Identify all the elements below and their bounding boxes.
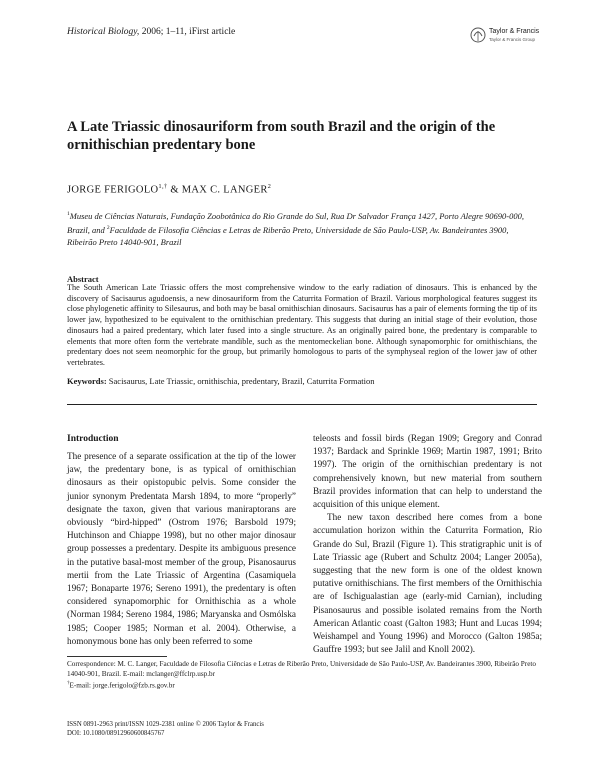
body-column-left [67, 450, 296, 648]
body-paragraph: The new taxon described here comes from a bone accumulation horizon within the Caturrita Formation, Rio Grande do Sul, Brazil (Figure 1). This stratigraphic unit is of Late Triassic age (Rubert and Schultz 2004; Langer 2005a), suggesting that the new form is one of the oldest known putative ornithischians. The first members of the Ornithischia are of Ischigualastian age (early-mid Carnian), including Pisanosaurus and possible isolated remains from the North American Atlantic coast (Galton 1983; Hunt and Lucas 1994; Weishampel and Young 1996) and Morocco (Galton 1985a; Gauffre 1993; but see Jalil and Knoll 2002). [313, 512, 542, 655]
author-affiliation-mark: 1,† [158, 183, 168, 190]
author-connector: & [167, 184, 182, 196]
footnotes [67, 660, 542, 691]
journal-header [67, 27, 235, 37]
issn-line: ISSN 0891-2963 print/ISSN 1029-2381 online © 2006 Taylor & Francis [67, 721, 264, 728]
keywords-label: Keywords: [67, 376, 107, 386]
publisher-logo [470, 24, 550, 50]
email-note [67, 679, 542, 691]
body-paragraph: The presence of a separate ossification at the tip of the lower jaw, the predentary bone, is as typical of ornithischian dinosaurs as their opistopubic pelvis. Some consider the junior synonym Predentata Marsh 1894, to more “properly” designate the taxon, given that various maniraptorans are obviously “bird-hipped” (Ostrom 1976; Barsbold 1979; Hutchinson and Chiappe 1998), but no other major dinosaur group possesses a predentary. Despite its ambiguous presence in the putative basal-most member of the group, Pisanosaurus mertii from the Late Triassic of Argentina (Casamiquela 1967; Bonaparte 1976; Sereno 1991), the predentary is often considered synapomorphic for Ornithischia as a whole (Norman 1984; Sereno 1984, 1986; Maryanska and Osmólska 1985; Cooper 1985; Norman et al. 2004). Otherwise, a homonymous bone has only been referred to some [67, 451, 296, 646]
author-name: MAX C. LANGER [181, 184, 268, 196]
body-paragraph: teleosts and fossil birds (Regan 1909; Gregory and Conrad 1937; Bardack and Sprinkle 1969; Martin 1987, 1991; Brito 1997). The origin of the ornithischian predentary is not comprehensively known, but new material from southern Brazil provides information that can help to understand the acquisition of this unique element. [313, 433, 542, 510]
author-affiliation-mark: 2 [267, 183, 272, 190]
email-text: E-mail: jorge.ferigolo@fzb.rs.gov.br [69, 681, 175, 690]
doi-line: DOI: 10.1080/08912960600845767 [67, 730, 165, 737]
body-column-right [313, 432, 542, 656]
publisher-logo-subtext: Taylor & Francis Group [489, 37, 536, 42]
author-name: JORGE FERIGOLO [67, 184, 159, 196]
journal-name: Historical Biology, [67, 27, 140, 37]
abstract-heading: Abstract [67, 274, 99, 284]
footnote-divider [67, 656, 167, 657]
keywords-values: Sacisaurus, Late Triassic, ornithischia, predentary, Brazil, Caturrita Formation [108, 376, 375, 386]
correspondence-note: Correspondence: M. C. Langer, Faculdade de Filosofia Ciências e Letras de Riberão Preto, Universidade de São Paulo-USP, Av. Bandeirantes 3900, Ribeirão Preto 14040-901, Brazil. E-mail: mclanger@ffclrp.usp.br [67, 660, 536, 678]
keywords [67, 376, 537, 386]
publisher-logo-text: Taylor & Francis [489, 28, 540, 35]
author-list [67, 183, 271, 196]
article-title: A Late Triassic dinosauriform from south Brazil and the origin of the ornithischian predentary bone [67, 119, 496, 153]
affiliations [67, 208, 537, 248]
publisher-logo-icon [470, 24, 486, 46]
email-mark: † [67, 681, 70, 686]
abstract-text: The South American Late Triassic offers the most comprehensive window to the early radiation of dinosaurs. This is enhanced by the discovery of Sacisaurus agudoensis, a new dinosauriform from the Caturrita Formation of Brazil. Various morphological features suggest its close phylogenetic affinity to Silesaurus, and both may be basal ornithischian dinosaurs. Sacisaurus has a pair of elements forming the tip of its lower jaw, hypothesized to be equivalent to the ornithischian predentary. This suggests that during an initial stage of their evolution, those dinosaurs had a paired predentary, which later fused into a single structure. As an originally paired bone, the predentary is comparable to elements that more often form the vertebrate mandible, such as the mentomeckelian bone. Although synapomorphic for ornithischians, the predentary does not seem neomorphic for the group, but primarily homologous to parts of the symphyseal region of the lower jaw of other vertebrates. [67, 283, 537, 367]
affiliation-mark: 2 [106, 224, 110, 231]
introduction-heading: Introduction [67, 434, 119, 444]
issn-block [67, 720, 542, 738]
affiliation-mark: 1 [67, 211, 70, 217]
affiliation-text: Faculdade de Filosofia Ciências e Letras de Riberão Preto, Universidade de São Paulo-USP, Av. Bandeirantes 3900, Ribeirão Preto 14040-901, Brazil [67, 224, 509, 247]
section-divider [67, 404, 537, 405]
affiliation-text: Museu de Ciências Naturais, Fundação Zoobotânica do Rio Grande do Sul, Rua Dr Salvador França 1427, Porto Alegre 90690-000, Brazil, and [67, 210, 524, 235]
journal-issue: 2006; 1–11, iFirst article [139, 27, 236, 37]
